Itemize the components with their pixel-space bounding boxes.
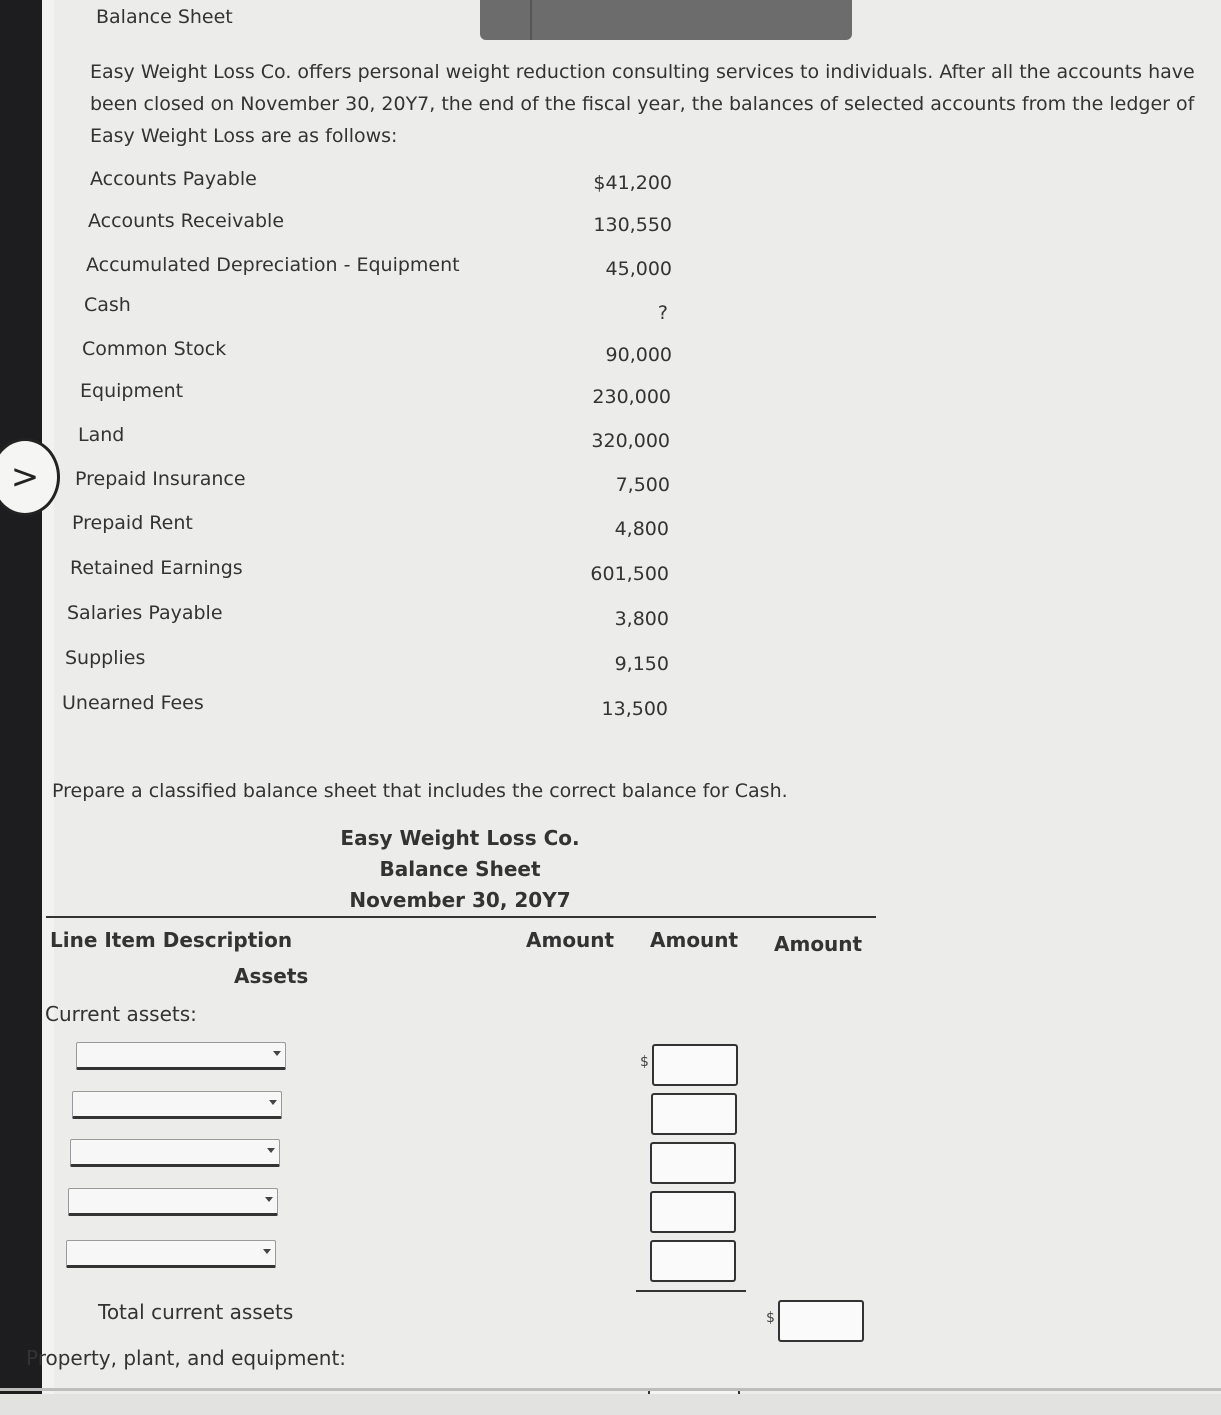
account-row — [84, 294, 672, 324]
amount-input[interactable] — [650, 1191, 736, 1233]
dollar-sign: $ — [640, 1054, 649, 1070]
total-current-assets-input[interactable] — [778, 1300, 864, 1342]
account-name: Unearned Fees — [62, 692, 204, 714]
line-item-select[interactable] — [68, 1188, 278, 1216]
section-assets-heading: Assets — [234, 964, 309, 988]
total-current-assets-label: Total current assets — [98, 1300, 294, 1324]
page-title: Balance Sheet — [96, 6, 233, 28]
account-row — [80, 380, 671, 410]
account-value: 45,000 — [605, 258, 672, 280]
account-value: 4,800 — [614, 518, 669, 540]
account-row — [62, 692, 668, 722]
account-value: ? — [657, 302, 668, 324]
account-row — [90, 168, 672, 198]
statement-title: Balance Sheet — [379, 857, 541, 881]
column-header-amount-2: Amount — [650, 928, 739, 952]
instruction-prompt: Prepare a classified balance sheet that includes the correct balance for Cash. — [52, 780, 788, 802]
left-sidebar-edge — [42, 0, 54, 1415]
page-bottom-divider — [0, 1388, 1221, 1391]
account-row — [82, 338, 672, 368]
account-name: Retained Earnings — [70, 557, 243, 579]
account-name: Equipment — [80, 380, 184, 402]
amount-input[interactable] — [651, 1093, 737, 1135]
account-name: Accounts Receivable — [88, 210, 285, 232]
caret-down-icon — [269, 1100, 277, 1105]
column-header-amount-3: Amount — [774, 932, 863, 956]
account-name: Prepaid Rent — [72, 512, 193, 534]
account-name: Accumulated Depreciation - Equipment — [86, 254, 460, 276]
column-header-description: Line Item Description — [50, 928, 293, 952]
account-row — [72, 512, 669, 542]
caret-down-icon — [263, 1249, 271, 1254]
line-item-select[interactable] — [70, 1139, 280, 1167]
account-name: Salaries Payable — [67, 602, 223, 624]
header-rule — [46, 916, 876, 918]
account-row — [78, 424, 670, 454]
account-row — [65, 647, 669, 677]
page-bottom-strip — [0, 1394, 1221, 1415]
account-value: $41,200 — [593, 172, 672, 194]
caret-down-icon — [267, 1148, 275, 1153]
account-value: 13,500 — [601, 698, 668, 720]
ppe-label: Property, plant, and equipment: — [26, 1346, 347, 1370]
chevron-right-icon[interactable]: > — [0, 438, 60, 516]
line-item-select[interactable] — [76, 1042, 286, 1070]
account-name: Land — [78, 424, 125, 446]
statement-date: November 30, 20Y7 — [349, 888, 571, 912]
dollar-sign: $ — [766, 1310, 775, 1326]
subtotal-rule — [636, 1290, 746, 1292]
account-value: 320,000 — [591, 430, 670, 452]
account-row — [86, 254, 672, 284]
line-item-select[interactable] — [66, 1240, 276, 1268]
account-value: 230,000 — [592, 386, 671, 408]
account-value: 601,500 — [590, 563, 669, 585]
caret-down-icon — [265, 1197, 273, 1202]
account-row — [88, 210, 672, 240]
account-name: Common Stock — [82, 338, 227, 360]
account-value: 3,800 — [614, 608, 669, 630]
column-header-amount-1: Amount — [526, 928, 615, 952]
account-value: 130,550 — [593, 214, 672, 236]
account-row — [70, 557, 669, 587]
current-assets-label: Current assets: — [45, 1002, 197, 1026]
problem-intro: Easy Weight Loss Co. offers personal weight reduction consulting services to individuals. After all the accounts have been closed on November 30, 20Y7, the end of the fiscal year, the balances of selected accounts from the ledger of Easy Weight Loss are as follows: — [90, 61, 1195, 147]
account-name: Prepaid Insurance — [75, 468, 246, 490]
account-name: Accounts Payable — [90, 168, 257, 190]
line-item-select[interactable] — [72, 1091, 282, 1119]
account-row — [75, 468, 670, 498]
account-value: 7,500 — [615, 474, 670, 496]
top-toolbar-block — [480, 0, 852, 40]
amount-input[interactable] — [650, 1240, 736, 1282]
caret-down-icon — [273, 1051, 281, 1056]
account-name: Cash — [84, 294, 131, 316]
top-toolbar-divider — [530, 0, 532, 40]
statement-company: Easy Weight Loss Co. — [340, 826, 580, 850]
account-value: 9,150 — [614, 653, 669, 675]
amount-input[interactable] — [652, 1044, 738, 1086]
amount-input[interactable] — [650, 1142, 736, 1184]
account-name: Supplies — [65, 647, 146, 669]
account-row — [67, 602, 669, 632]
account-value: 90,000 — [605, 344, 672, 366]
